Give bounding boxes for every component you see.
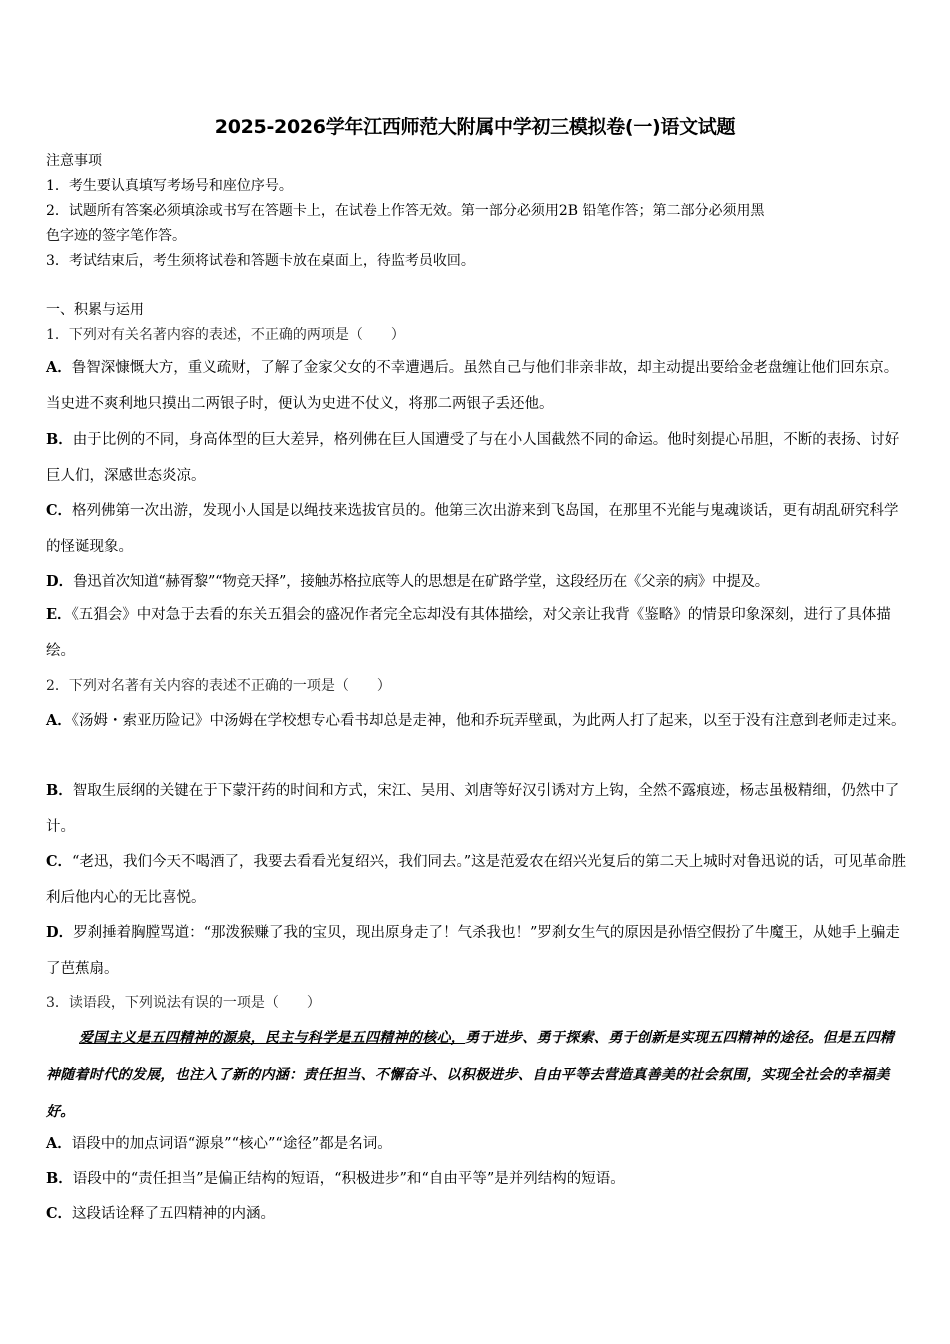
- option-label: A．: [46, 1135, 72, 1152]
- option-label: B．: [46, 1170, 73, 1187]
- q1-option-c: [46, 493, 908, 565]
- option-text: 《五猖会》中对急于去看的东关五猖会的盛况作者完全忘却没有其体描绘，对父亲让我背《鉴略》的情景印象深刻，进行了具体描绘。: [46, 607, 891, 659]
- option-label: A．: [46, 712, 72, 729]
- option-label: A．: [46, 359, 72, 376]
- exam-title: 2025-2026学年江西师范大附属中学初三模拟卷(一)语文试题: [214, 116, 736, 138]
- passage-underlined: 爱国主义是五四精神的源泉，民主与科学是五四精神的核心，: [79, 1030, 466, 1046]
- section-heading: 一、积累与运用: [46, 302, 144, 318]
- option-label: D．: [46, 573, 74, 590]
- option-text: 智取生辰纲的关键在于下蒙汗药的时间和方式，宋江、吴用、刘唐等好汉引诱对方上钩，全然不露痕迹，杨志虽极精细，仍然中了计。: [46, 783, 900, 835]
- question-1-stem: 1．下列对有关名著内容的表述，不正确的两项是（ ）: [46, 327, 405, 343]
- notice-item: 色字迹的签字笔作答。: [46, 228, 186, 244]
- option-label: E．: [46, 606, 72, 623]
- q2-option-d: [46, 915, 908, 987]
- q2-option-c: [46, 844, 908, 916]
- q1-option-d: [46, 564, 908, 600]
- q1-option-a: [46, 350, 908, 422]
- option-text: 语段中的加点词语“源泉”“核心”“途径”都是名词。: [71, 1136, 392, 1152]
- q3-option-b: [46, 1161, 908, 1197]
- question-2-stem: 2．下列对名著有关内容的表述不正确的一项是（ ）: [46, 678, 391, 694]
- question-3-stem: 3．读语段，下列说法有误的一项是（ ）: [46, 995, 321, 1011]
- q2-option-b: [46, 773, 908, 845]
- notice-item: 2．试题所有答案必须填涂或书写在答题卡上，在试卷上作答无效。第一部分必须用2B 铅笔作答；第二部分必须用黑: [46, 203, 765, 219]
- option-label: B．: [46, 431, 73, 448]
- q3-option-a: [46, 1126, 908, 1162]
- q1-option-e: [46, 597, 908, 669]
- notice-item: 3．考试结束后，考生须将试卷和答题卡放在桌面上，待监考员收回。: [46, 253, 475, 269]
- option-text: 由于比例的不同，身高体型的巨大差异，格列佛在巨人国遭受了与在小人国截然不同的命运。他时刻提心吊胆，不断的表扬、讨好巨人们，深感世态炎凉。: [46, 432, 900, 484]
- option-label: C．: [46, 853, 73, 870]
- q2-option-a: [46, 703, 908, 739]
- option-label: D．: [46, 924, 74, 941]
- passage-text: 勇于进步、勇于探索、勇于创新是实现五四精神的途径。但是五四精神随着时代的发展，也注入了新的内涵：责任担当、不懈奋斗、以积极进步、自由平等去营造真善美的社会氛围，实现全社会的幸福美好。: [46, 1030, 895, 1120]
- option-text: 鲁智深慷慨大方，重义疏财，了解了金家父女的不幸遭遇后。虽然自己与他们非亲非故，却主动提出要给金老盘缠让他们回东京。当史进不爽利地只摸出二两银子时，便认为史进不仗义，将那二两银子丢还他。: [46, 360, 899, 412]
- option-text: “老迅，我们今天不喝酒了，我要去看看光复绍兴，我们同去。”这是范爱农在绍兴光复后的第二天上城时对鲁迅说的话，可见革命胜利后他内心的无比喜悦。: [46, 854, 907, 906]
- option-label: C．: [46, 1205, 73, 1222]
- notice-heading: 注意事项: [46, 153, 102, 169]
- option-label: B．: [46, 782, 73, 799]
- option-text: 格列佛第一次出游，发现小人国是以绳技来选拔官员的。他第三次出游来到飞岛国，在那里不光能与鬼魂谈话，更有胡乱研究科学的怪诞现象。: [46, 503, 899, 555]
- q3-option-c: [46, 1196, 908, 1232]
- option-text: 《汤姆・索亚历险记》中汤姆在学校想专心看书却总是走神，他和乔玩弄壁虱，为此两人打了起来，以至于没有注意到老师走过来。: [71, 713, 906, 729]
- option-label: C．: [46, 502, 73, 519]
- q3-passage: [46, 1020, 908, 1131]
- q1-option-b: [46, 422, 908, 494]
- option-text: 这段话诠释了五四精神的内涵。: [72, 1206, 276, 1222]
- option-text: 鲁迅首次知道“赫胥黎”“物竞天择”，接触苏格拉底等人的思想是在矿路学堂，这段经历在《父亲的病》中提及。: [73, 574, 769, 590]
- option-text: 语段中的“责任担当”是偏正结构的短语，“积极进步”和“自由平等”是并列结构的短语。: [72, 1171, 625, 1187]
- option-text: 罗刹捶着胸膛骂道：“那泼猴赚了我的宝贝，现出原身走了！气杀我也！”罗刹女生气的原因是孙悟空假扮了牛魔王，从她手上骗走了芭蕉扇。: [46, 925, 900, 977]
- notice-item: 1．考生要认真填写考场号和座位序号。: [46, 178, 293, 194]
